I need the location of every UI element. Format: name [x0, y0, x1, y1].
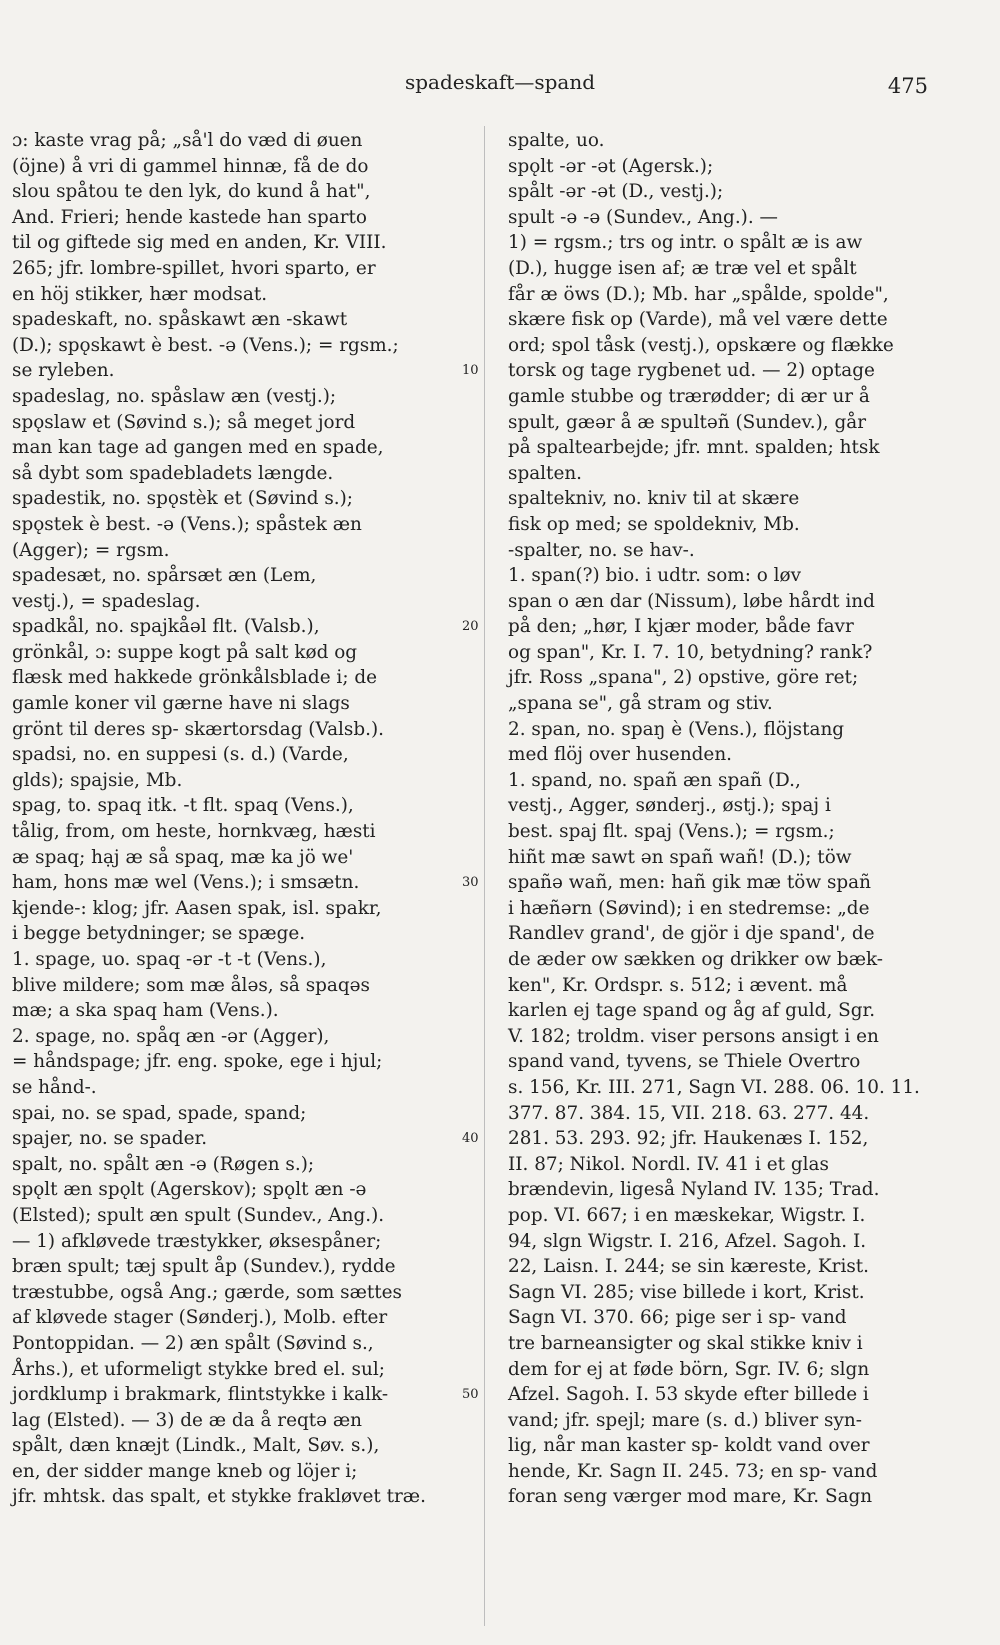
text-line: jfr. Ross „spana", 2) opstive, göre ret;	[508, 667, 859, 689]
text-line: 1. spand, no. spañ æn spañ (D.,	[508, 769, 801, 791]
text-line: spai, no. se spad, spade, spand;	[12, 1102, 307, 1124]
text-line: man kan tage ad gangen med en spade,	[12, 437, 384, 459]
line-number: 20	[462, 619, 479, 635]
text-line: 2. spage, no. spåq æn -ər (Agger),	[12, 1025, 330, 1047]
text-line: æ spaq; hạj æ så spaq, mæ ka jö we'	[12, 846, 354, 868]
text-line: glds); spajsie, Mb.	[12, 769, 183, 791]
text-line: spadeskaft, no. spåskawt æn -skawt	[12, 309, 348, 331]
text-line: spajer, no. se spader.	[12, 1128, 208, 1150]
text-line: spadsi, no. en suppesi (s. d.) (Varde,	[12, 744, 349, 766]
text-line: II. 87; Nikol. Nordl. IV. 41 i et glas	[508, 1153, 829, 1175]
text-line: spult -ə -ə (Sundev., Ang.). —	[508, 206, 778, 228]
text-line: i begge betydninger; se spæge.	[12, 923, 306, 945]
text-line: 1. span(?) bio. i udtr. som: o løv	[508, 565, 802, 587]
text-line: de æder ow sækken og drikker ow bæk-	[508, 949, 884, 970]
text-line: foran seng værger mod mare, Kr. Sagn	[508, 1486, 873, 1508]
text-line: se hånd-.	[12, 1076, 97, 1098]
column-divider	[484, 126, 485, 1626]
text-line: -spalter, no. se hav-.	[508, 539, 695, 561]
text-line: V. 182; troldm. viser persons ansigt i en	[508, 1025, 879, 1047]
text-line: spag, to. spaq itk. -t flt. spaq (Vens.),	[12, 795, 354, 817]
text-line: Sagn VI. 370. 66; pige ser i sp- vand	[508, 1307, 847, 1329]
text-line: gamle stubbe og trærødder; di ær ur å	[508, 385, 870, 407]
line-number: 30	[462, 875, 479, 891]
text-line: tålig, from, om heste, hornkvæg, hæsti	[12, 821, 376, 843]
text-line: 94, slgn Wigstr. I. 216, Afzel. Sagoh. I.	[508, 1230, 867, 1252]
text-line: spålt, dæn knæjt (Lindk., Malt, Søv. s.),	[12, 1435, 380, 1457]
text-line: (D.), hugge isen af; æ træ vel et spålt	[508, 257, 857, 279]
text-line: spult, gæər å æ spultəñ (Sundev.), går	[508, 411, 867, 433]
text-line: på spaltearbejde; jfr. mnt. spalden; htsk	[508, 437, 880, 459]
text-line: best. spaj flt. spaj (Vens.); = rgsm.;	[508, 821, 835, 843]
text-line: vestj.), = spadeslag.	[12, 590, 201, 612]
text-line: en höj stikker, hær modsat.	[12, 283, 268, 305]
text-line: Randlev grand', de gjör i dje spand', de	[508, 923, 875, 945]
running-head: spadeskaft—spand	[404, 70, 596, 94]
text-line: (Elsted); spult æn spult (Sundev., Ang.).	[12, 1204, 385, 1226]
text-line: af kløvede stager (Sønderj.), Molb. efter	[12, 1307, 388, 1329]
text-line: hiñt mæ sawt ən spañ wañ! (D.); töw	[508, 846, 852, 868]
text-line: (öjne) å vri di gammel hinnæ, få de do	[12, 155, 369, 177]
text-line: spǫlt -ər -ət (Agersk.);	[508, 155, 714, 177]
text-line: se ryleben.	[12, 360, 115, 382]
text-line: Århs.), et uformeligt stykke bred el. sul;	[12, 1358, 385, 1380]
text-line: 1) = rgsm.; trs og intr. o spålt æ is aw	[508, 232, 863, 254]
text-line: spañə wañ, men: hañ gik mæ töw spañ	[508, 872, 871, 894]
text-line: s. 156, Kr. III. 271, Sagn VI. 288. 06. 10. 11.	[508, 1076, 920, 1098]
text-line: spadesæt, no. spårsæt æn (Lem,	[12, 565, 317, 587]
line-number: 50	[462, 1387, 479, 1403]
text-line: slou spåtou te den lyk, do kund å hat",	[12, 181, 371, 203]
page-number: 475	[887, 74, 928, 98]
text-line: spand vand, tyvens, se Thiele Overtro	[508, 1051, 861, 1073]
text-line: (D.); spǫskawt è best. -ə (Vens.); = rgsm.;	[12, 334, 399, 356]
text-line: spǫlt æn spǫlt (Agerskov); spǫlt æn -ə	[12, 1179, 367, 1201]
text-line: dem for ej at føde börn, Sgr. IV. 6; slgn	[508, 1358, 870, 1380]
text-line: pop. VI. 667; i en mæskekar, Wigstr. I.	[508, 1204, 866, 1226]
text-line: i hæñərn (Søvind); i en stedremse: „de	[508, 897, 870, 919]
text-line: flæsk med hakkede grönkålsblade i; de	[12, 667, 378, 689]
text-line: span o æn dar (Nissum), løbe hårdt ind	[508, 590, 875, 612]
text-line: 22, Laisn. I. 244; se sin kæreste, Krist.	[508, 1256, 869, 1278]
text-line: kjende-: klog; jfr. Aasen spak, isl. spakr,	[12, 897, 382, 919]
text-line: får æ öws (D.); Mb. har „spålde, spolde",	[508, 283, 889, 305]
text-line: vand; jfr. spejl; mare (s. d.) bliver syn-	[508, 1409, 862, 1431]
text-line: jordklump i brakmark, flintstykke i kalk-	[12, 1384, 389, 1406]
text-line: jfr. mhtsk. das spalt, et stykke frakløvet træ.	[12, 1486, 426, 1508]
text-line: blive mildere; som mæ åləs, så spaqəs	[12, 974, 370, 996]
text-line: skære fisk op (Varde), må vel være dette	[508, 309, 888, 331]
text-line: Afzel. Sagoh. I. 53 skyde efter billede i	[508, 1384, 869, 1406]
text-line: grönkål, ɔ: suppe kogt på salt kød og	[12, 641, 358, 663]
text-line: 377. 87. 384. 15, VII. 218. 63. 277. 44.	[508, 1102, 870, 1124]
text-line: til og giftede sig med en anden, Kr. VIII.	[12, 232, 387, 254]
text-line: ken", Kr. Ordspr. s. 512; i ævent. må	[508, 974, 848, 996]
text-line: spalten.	[508, 462, 583, 484]
page-header	[0, 66, 1000, 106]
text-line: med flöj over husenden.	[508, 744, 733, 766]
right-column	[508, 128, 928, 1510]
text-line: og span", Kr. I. 7. 10, betydning? rank?	[508, 641, 873, 663]
line-number: 10	[462, 363, 479, 379]
text-line: ord; spol tåsk (vestj.), opskære og flække	[508, 334, 894, 356]
text-line: bræn spult; tæj spult åp (Sundev.), rydde	[12, 1256, 396, 1278]
text-line: spǫslaw et (Søvind s.); så meget jord	[12, 411, 356, 433]
text-line: spaltekniv, no. kniv til at skære	[508, 488, 800, 510]
text-line: hende, Kr. Sagn II. 245. 73; en sp- vand	[508, 1460, 878, 1482]
text-line: torsk og tage rygbenet ud. — 2) optage	[508, 360, 875, 382]
text-line: fisk op med; se spoldekniv, Mb.	[508, 513, 800, 535]
left-column	[12, 128, 460, 1510]
text-line: 2. span, no. spaŋ è (Vens.), flöjstang	[508, 718, 845, 740]
text-line: spadestik, no. spǫstèk et (Søvind s.);	[12, 488, 353, 510]
text-line: 265; jfr. lombre-spillet, hvori sparto, er	[12, 257, 376, 279]
text-line: — 1) afkløvede træstykker, øksespåner;	[12, 1230, 382, 1252]
text-line: brændevin, ligeså Nyland IV. 135; Trad.	[508, 1179, 880, 1201]
text-line: = håndspage; jfr. eng. spoke, ege i hjul;	[12, 1051, 383, 1073]
text-line: en, der sidder mange kneb og löjer i;	[12, 1460, 358, 1482]
text-line: ɔ: kaste vrag på; „så'l do væd di øuen	[12, 130, 363, 151]
text-line: ham, hons mæ wel (Vens.); i smsætn.	[12, 872, 360, 894]
text-line: (Agger); = rgsm.	[12, 539, 170, 561]
text-line: spǫstek è best. -ə (Vens.); spåstek æn	[12, 513, 362, 535]
text-line: så dybt som spadebladets længde.	[12, 462, 334, 484]
text-line: Sagn VI. 285; vise billede i kort, Krist.	[508, 1281, 865, 1303]
text-line: lig, når man kaster sp- koldt vand over	[508, 1435, 870, 1457]
text-line: spadeslag, no. spåslaw æn (vestj.);	[12, 385, 337, 407]
text-line: 1. spage, uo. spaq -ər -t -t (Vens.),	[12, 949, 327, 970]
text-line: Pontoppidan. — 2) æn spålt (Søvind s.,	[12, 1332, 374, 1354]
text-line: karlen ej tage spand og åg af guld, Sgr.	[508, 1000, 876, 1022]
text-line: mæ; a ska spaq ham (Vens.).	[12, 1000, 279, 1022]
text-line: lag (Elsted). — 3) de æ da å reqtə æn	[12, 1409, 362, 1431]
text-line: spalt, no. spålt æn -ə (Røgen s.);	[12, 1153, 315, 1175]
text-line: træstubbe, også Ang.; gærde, som sættes	[12, 1281, 402, 1303]
text-line: And. Frieri; hende kastede han sparto	[12, 206, 367, 228]
text-line: vestj., Agger, sønderj., østj.); spaj i	[508, 795, 831, 817]
text-line: på den; „hør, I kjær moder, både favr	[508, 616, 854, 638]
text-line: spalte, uo.	[508, 130, 605, 151]
text-line: 281. 53. 293. 92; jfr. Haukenæs I. 152,	[508, 1128, 869, 1150]
text-line: grönt til deres sp- skærtorsdag (Valsb.).	[12, 718, 384, 740]
line-number: 40	[462, 1131, 479, 1147]
text-line: tre barneansigter og skal stikke kniv i	[508, 1332, 863, 1354]
text-line: spadkål, no. spajkåəl flt. (Valsb.),	[12, 616, 320, 638]
text-line: spålt -ər -ət (D., vestj.);	[508, 181, 724, 203]
text-line: „spana se", gå stram og stiv.	[508, 693, 773, 715]
text-line: gamle koner vil gærne have ni slags	[12, 693, 350, 715]
